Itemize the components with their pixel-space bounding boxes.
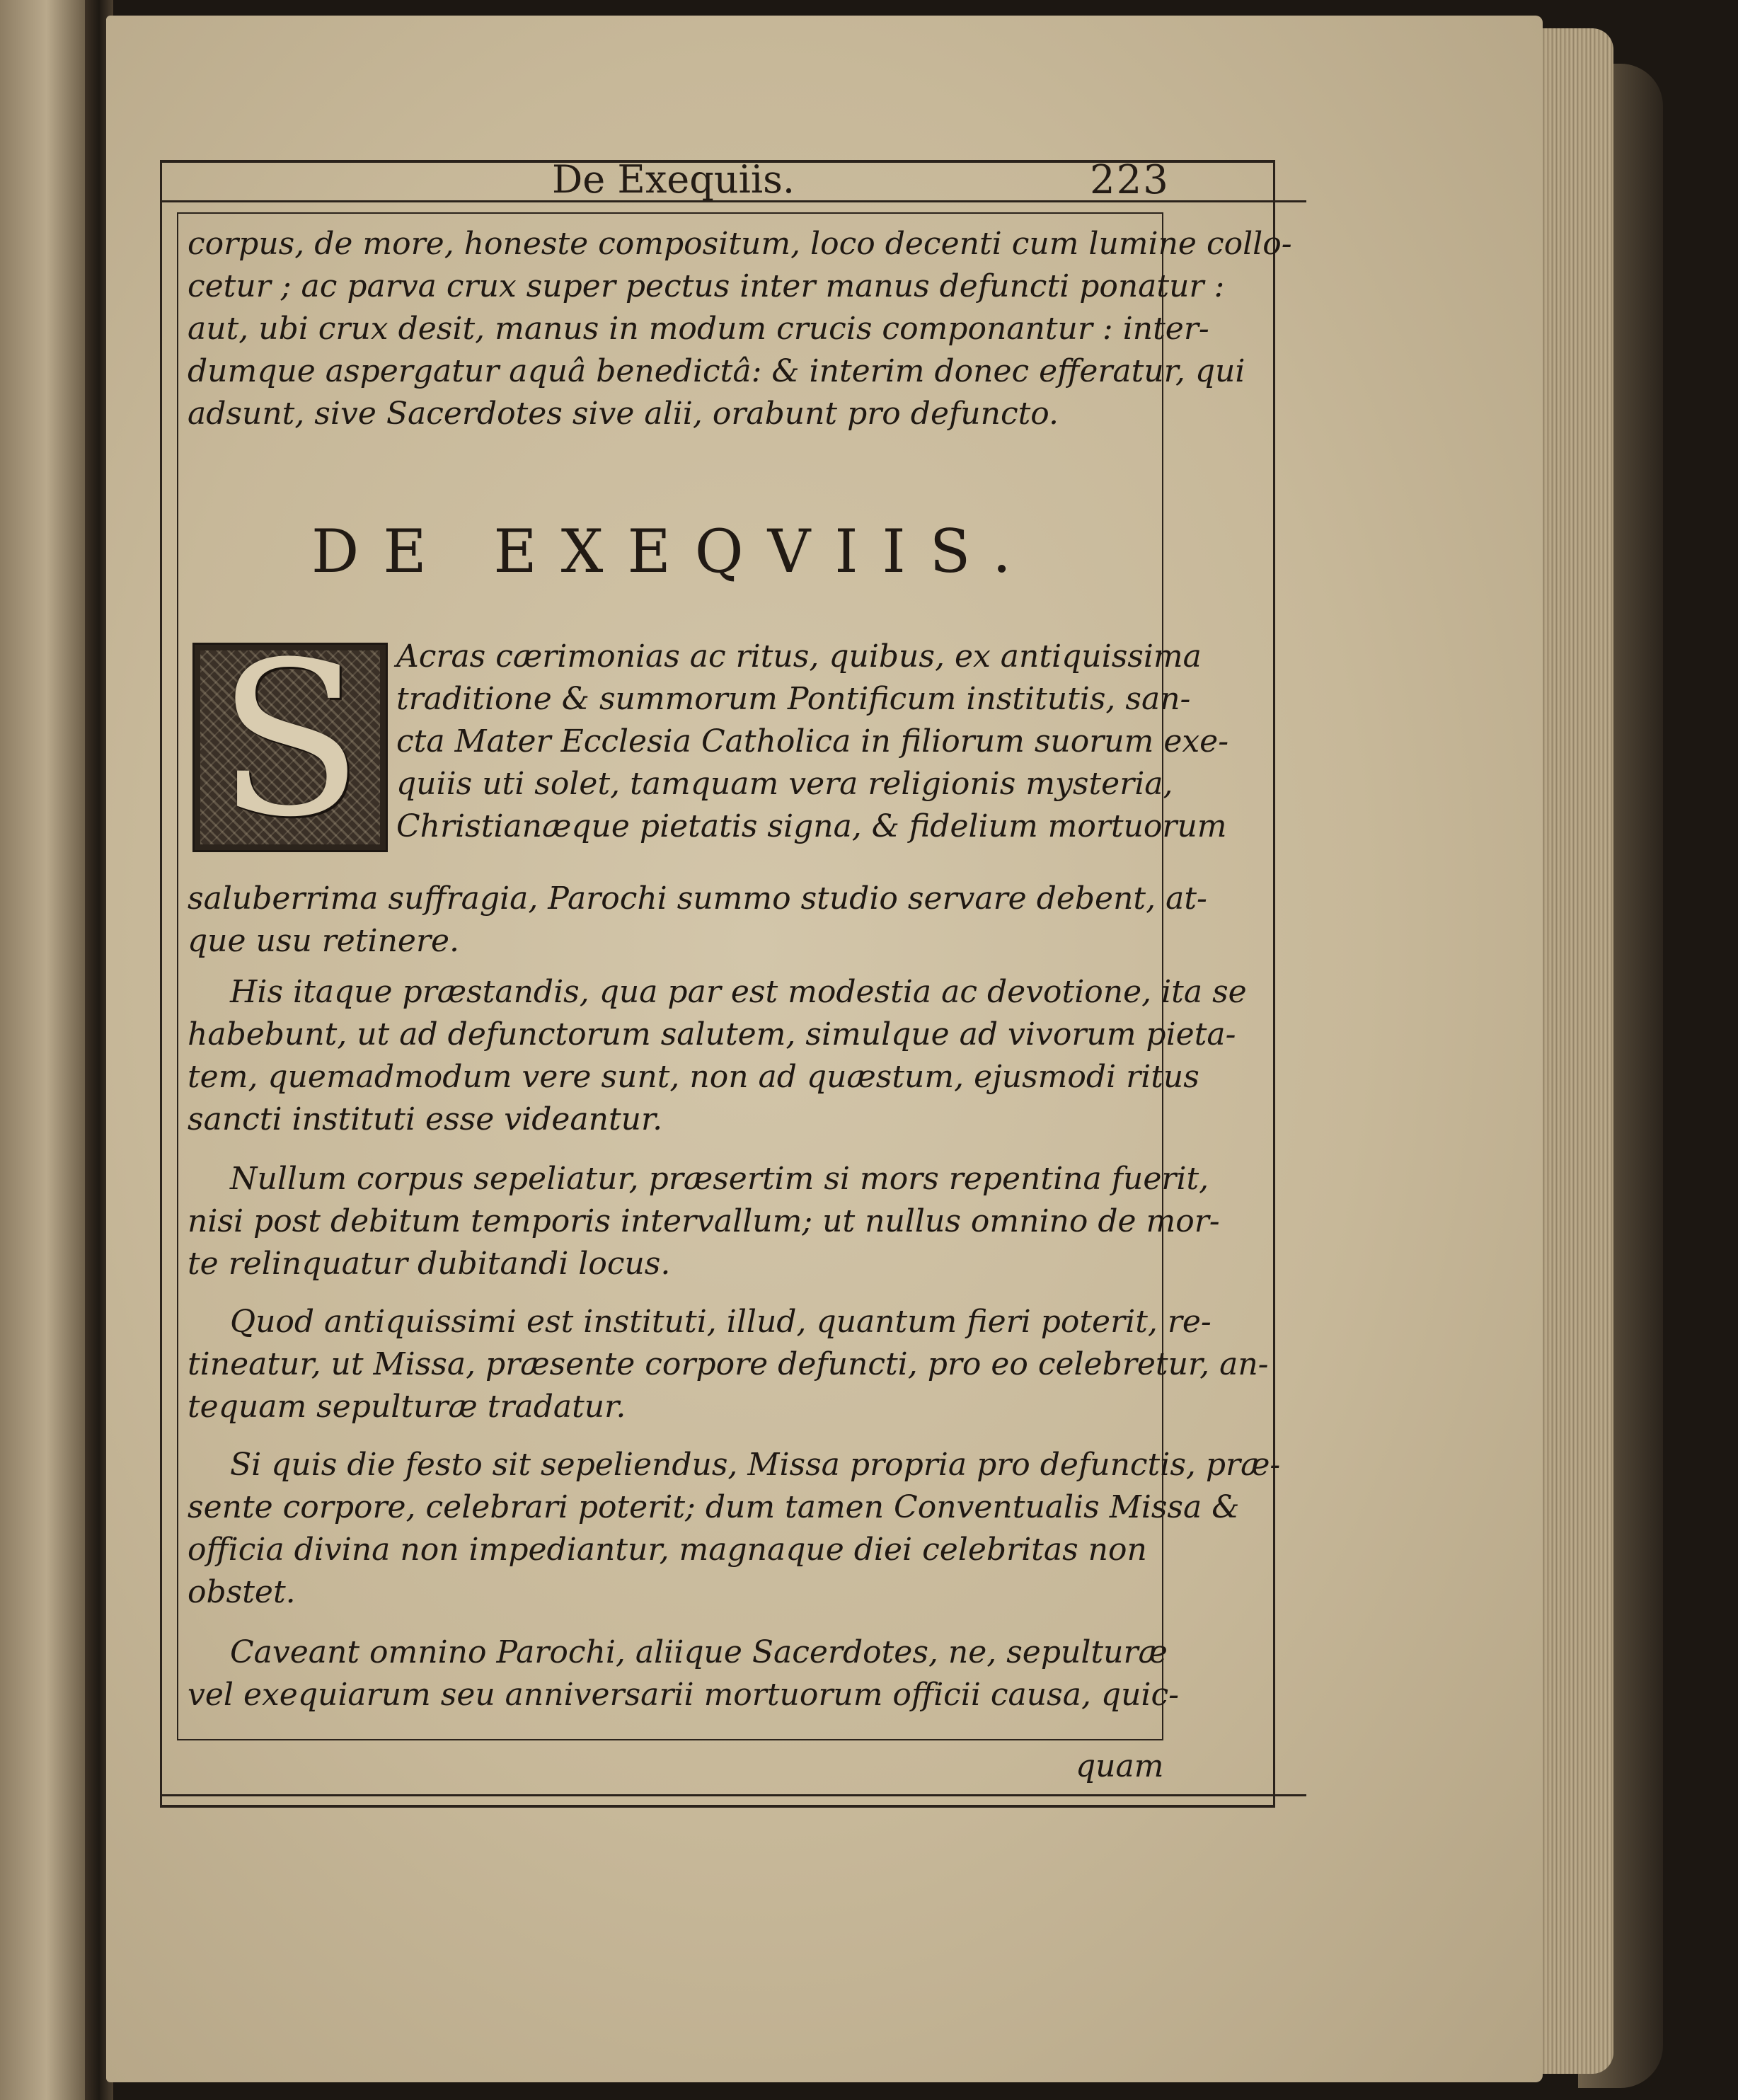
- facing-page-edge: [0, 0, 85, 2100]
- text-line: His itaque præstandis, qua par est modestia ac devotione, ita se: [230, 974, 1247, 1010]
- text-line: tequam sepulturæ tradatur.: [188, 1389, 626, 1425]
- text-line: Christianæque pietatis signa, & fidelium mortuorum: [396, 808, 1227, 844]
- paragraph-missa: [188, 1301, 1269, 1428]
- text-line: obstet.: [188, 1574, 296, 1610]
- text-line: corpus, de more, honeste compositum, loco decenti cum lumine collo-: [188, 226, 1292, 262]
- paragraph-caveant: [188, 1631, 1179, 1716]
- footer-rule: [160, 1794, 1306, 1796]
- first-paragraph-continuation: [188, 878, 1207, 963]
- text-line: quiis uti solet, tamquam vera religionis mysteria,: [396, 766, 1173, 802]
- paragraph-devotione: [188, 971, 1247, 1141]
- text-line: habebunt, ut ad defunctorum salutem, simulque ad vivorum pieta-: [188, 1016, 1236, 1052]
- page-number: 223: [1090, 157, 1170, 203]
- text-line: Quod antiquissimi est instituti, illud, quantum fieri poterit, re-: [230, 1304, 1212, 1340]
- text-line: Acras cærimonias ac ritus, quibus, ex antiquissima: [396, 638, 1202, 675]
- initial-letter: S: [217, 616, 363, 863]
- text-line: cetur ; ac parva crux super pectus inter manus defuncti ponatur :: [188, 268, 1225, 304]
- text-line: vel exequiarum seu anniversarii mortuorum officii causa, quic-: [188, 1677, 1179, 1713]
- text-line: dumque aspergatur aquâ benedictâ: & interim donec efferatur, qui: [188, 353, 1245, 389]
- text-line: sancti instituti esse videantur.: [188, 1101, 663, 1137]
- section-heading: DE EXEQVIIS.: [311, 517, 1035, 586]
- text-line: cta Mater Ecclesia Catholica in filiorum suorum exe-: [396, 723, 1229, 759]
- text-line: Caveant omnino Parochi, aliique Sacerdotes, ne, sepulturæ: [230, 1634, 1168, 1670]
- text-line: saluberrima suffragia, Parochi summo studio servare debent, at-: [188, 880, 1207, 917]
- text-line: officia divina non impediantur, magnaque diei celebritas non: [188, 1532, 1147, 1568]
- paragraph-sepeliatur: [188, 1158, 1220, 1285]
- decorated-initial: [192, 616, 388, 863]
- catchword: quam: [1076, 1748, 1164, 1784]
- paragraph-die-festo: [188, 1444, 1281, 1614]
- text-line: que usu retinere.: [188, 923, 460, 959]
- text-line: Si quis die festo sit sepeliendus, Missa propria pro defunctis, præ-: [230, 1447, 1281, 1483]
- text-line: Nullum corpus sepeliatur, præsertim si mors repentina fuerit,: [230, 1161, 1209, 1197]
- text-line: te relinquatur dubitandi locus.: [188, 1246, 671, 1282]
- text-line: sente corpore, celebrari poterit; dum tamen Conventualis Missa &: [188, 1489, 1240, 1525]
- text-line: nisi post debitum temporis intervallum; ut nullus omnino de mor-: [188, 1203, 1220, 1239]
- first-paragraph-indented: [396, 636, 1229, 848]
- text-line: adsunt, sive Sacerdotes sive alii, orabunt pro defuncto.: [188, 396, 1059, 432]
- text-line: tem, quemadmodum vere sunt, non ad quæstum, ejusmodi ritus: [188, 1059, 1199, 1095]
- text-line: aut, ubi crux desit, manus in modum crucis componantur : inter-: [188, 311, 1209, 347]
- running-header: De Exequiis.: [552, 157, 795, 202]
- continuation-paragraph: [188, 223, 1292, 435]
- text-line: traditione & summorum Pontificum institutis, san-: [396, 681, 1191, 717]
- text-line: tineatur, ut Missa, præsente corpore defuncti, pro eo celebretur, an-: [188, 1346, 1269, 1382]
